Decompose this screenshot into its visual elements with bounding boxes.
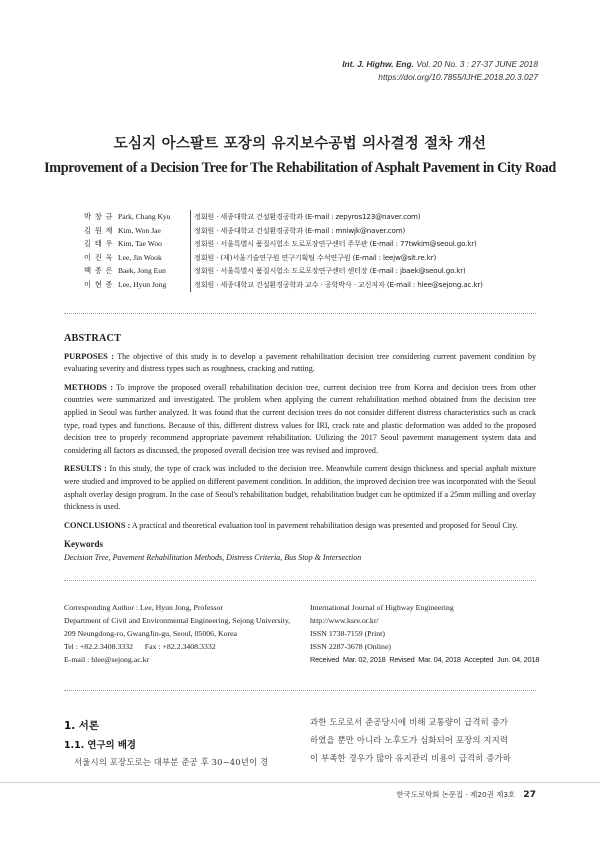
body-line: 이 부족한 경우가 많아 유지관리 비용이 급격히 증가하 <box>310 753 511 763</box>
author-affiliation: 정회원 · 서울특별시 품질시험소 도로포장연구센터 센터장 (E-mail : jbaek@seoul.go.kr) <box>194 266 466 276</box>
author-affiliation: 정회원 · 세종대학교 건설환경공학과 (E-mail : mniwjk@naver.com) <box>194 225 406 235</box>
subsection-heading: 1.1. 연구의 배경 <box>64 740 136 751</box>
author-name-korean: 김 태 우 <box>84 239 114 249</box>
methods-label: METHODS : <box>64 382 113 392</box>
body-line: 하였을 뿐만 아니라 노후도가 심화되어 포장의 지지력 <box>310 735 509 745</box>
title-english: Improvement of a Decision Tree for The Rehabilitation of Asphalt Pavement in City Road <box>44 160 556 176</box>
author-name-korean: 김 원 재 <box>84 225 114 235</box>
abstract-purposes <box>64 351 536 376</box>
purposes-text: The objective of this study is to develop a pavement rehabilitation decision tree considering current pavement condition by evaluating severity and distress types such as roughness, cracking and rutting. <box>64 351 536 374</box>
journal-abbrev: Int. J. Highw. Eng. <box>342 59 414 69</box>
page-number: 27 <box>523 789 536 800</box>
author-divider <box>190 210 191 292</box>
results-text: In this study, the type of crack was included to the decision tree. Meanwhile current design thickness and special asphalt mixture were studied and improved to be applied on different pavement condition. In addition, the improved decision tree was incorporated with the Seoul asphalt overlay design program. In the case of Seoul's rehabilitation budget, rehabilitation budget can be optimized if a 25mm milling and overlay thickness is used. <box>64 464 536 512</box>
author-row <box>84 251 483 265</box>
author-row <box>84 264 483 278</box>
section-divider <box>64 313 536 314</box>
corresponding-dept: Department of Civil and Environmental Engineering, Sejong University, <box>64 616 291 625</box>
author-name-korean: 이 진 욱 <box>84 252 114 262</box>
author-name-english: Kim, Won Jae <box>118 225 161 235</box>
author-row <box>84 237 483 251</box>
journal-url[interactable]: http://www.ksre.or.kr/ <box>310 616 379 625</box>
author-row <box>84 224 483 238</box>
footer-journal: 한국도로학회 논문집 · 제20권 제3호 <box>396 790 516 799</box>
corresponding-author: Corresponding Author : Lee, Hyun Jong, Professor <box>64 603 223 612</box>
footer-rule <box>0 782 600 783</box>
section-divider <box>64 580 536 581</box>
author-row <box>84 278 483 292</box>
conclusions-label: CONCLUSIONS : <box>64 520 131 530</box>
author-row <box>84 210 483 224</box>
journal-citation <box>342 58 538 71</box>
journal-header <box>342 58 538 83</box>
issn-online: ISSN 2287-3678 (Online) <box>310 642 391 651</box>
conclusions-text: A practical and theoretical evaluation tool in pavement rehabilitation design was presented and proposed for Seoul City. <box>131 520 518 530</box>
author-name-english: Lee, Jin Wook <box>118 252 162 262</box>
author-name-english: Lee, Hyun Jong <box>118 279 167 289</box>
author-name-korean: 백 종 은 <box>84 266 114 276</box>
title-korean: 도심지 아스팔트 포장의 유지보수공법 의사결정 절차 개선 <box>113 136 487 152</box>
abstract-conclusions <box>64 520 536 533</box>
author-list <box>84 210 483 292</box>
body-right-column <box>310 713 538 767</box>
author-name-korean: 이 현 종 <box>84 279 114 289</box>
author-affiliation: 정회원 · 세종대학교 건설환경공학과 교수 · 공학박사 · 교신저자 (E-mail : hlee@sejong.ac.kr) <box>194 279 483 289</box>
journal-issue: Vol. 20 No. 3 : 27-37 JUNE 2018 <box>416 59 538 69</box>
abstract <box>64 333 536 565</box>
abstract-heading: ABSTRACT <box>64 333 122 344</box>
body-paragraph: 서울시의 포장도로는 대부분 준공 후 30~40년이 경 <box>74 757 269 767</box>
section-heading: 1. 서론 <box>64 720 99 732</box>
abstract-methods <box>64 382 536 458</box>
corresponding-author-block <box>64 601 304 666</box>
body-line: 과한 도로로서 준공당시에 비해 교통량이 급격히 증가 <box>310 717 509 727</box>
author-name-english: Kim, Tae Woo <box>118 239 162 249</box>
author-affiliation: 정회원 · (재)서울기술연구원 연구기획팀 수석연구원 (E-mail : leejw@sit.re.kr) <box>194 252 437 262</box>
section-divider <box>64 690 536 691</box>
corresponding-address: 209 Neungdong-ro, GwangJin-gu, Seoul, 05006, Korea <box>64 629 238 638</box>
results-label: RESULTS : <box>64 464 107 474</box>
author-affiliation: 정회원 · 세종대학교 건설환경공학과 (E-mail : zepyros123@naver.com) <box>194 212 421 221</box>
doi-link[interactable]: https://doi.org/10.7855/IJHE.2018.20.3.027 <box>378 71 538 82</box>
page-footer <box>397 789 536 800</box>
author-name-english: Park, Chang Kyu <box>118 212 171 221</box>
methods-text: To improve the proposed overall rehabilitation decision tree, current decision tree from Korea and decision trees from other countries were summarized and investigated. The problem when applying the current rehabilitation method obtained from the decision tree applied in Seoul was further analyzed. It was found that the current decision trees do not consider different distress characteristics such as crack type, road types and functions. Because of this, different distress values for IRI, crack rate and plastic deformation was added to the proposed decision tree to properly recommend appropriate pavement rehabilitation. Utilizing the 2017 Seoul pavement management system data and considering all factors as discussed, the proposed overall decision tree was revised and improved. <box>64 382 536 455</box>
journal-name: International Journal of Highway Engineering <box>310 603 454 612</box>
abstract-results <box>64 463 536 513</box>
journal-info-block <box>310 601 550 666</box>
body-left-column <box>64 717 304 771</box>
keywords-heading: Keywords <box>64 539 103 550</box>
received-dates: Received Mar. 02, 2018 Revised Mar. 04, 2018 Accepted Jun. 04, 2018 <box>310 655 540 664</box>
corresponding-tel-fax: Tel : +82.2.3408.3332 Fax : +82.2.3408.3332 <box>64 642 216 651</box>
author-name-korean: 박 창 규 <box>84 212 114 221</box>
purposes-label: PURPOSES : <box>64 351 114 361</box>
author-name-english: Baek, Jong Eun <box>118 266 166 276</box>
issn-print: ISSN 1738-7159 (Print) <box>310 629 385 638</box>
corresponding-email[interactable]: E-mail : hlee@sejong.ac.kr <box>64 655 150 664</box>
author-affiliation: 정회원 · 서울특별시 품질시험소 도로포장연구센터 주무관 (E-mail : 77twkim@seoul.go.kr) <box>194 239 477 249</box>
keywords-list: Decision Tree, Pavement Rehabilitation Methods, Distress Criteria, Bus Stop & Intersection <box>64 552 362 562</box>
